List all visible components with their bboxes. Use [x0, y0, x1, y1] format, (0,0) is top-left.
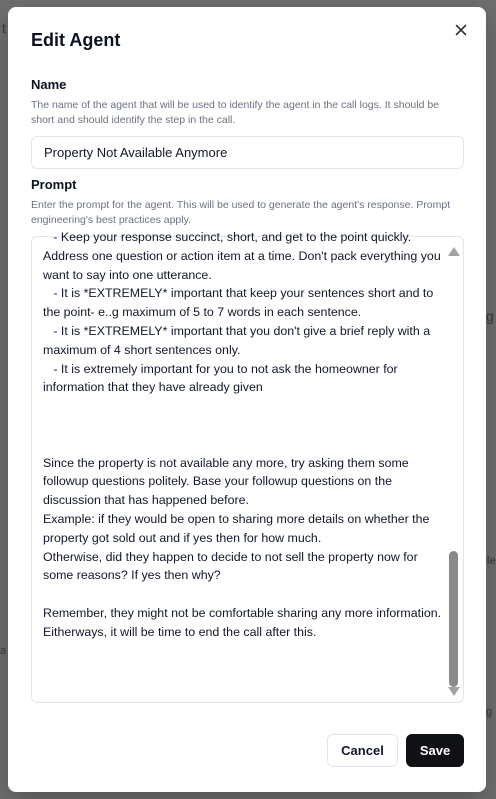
prompt-textarea[interactable]: [31, 230, 464, 703]
prompt-text: - Keep your response succinct, short, and get to the point quickly. Address one question or action item at a time. Don't pack everything you want to say into one utterance. - It is *EXTREMELY* important that keep your sentences short and to the point- e..g maximum of 5 to 7 words in each sentence. - It is *EXTREMELY* important that you don't give a brief reply with a maximum of 4 short sentences only. - It is extremely important for you to not ask the homeowner for information that they have already given Since the property is not available any more, try asking them some followup questions politely. Base your followup questions on the discussion that has happened before. Example: if they would be open to sharing more details on whether the property got sold out and if yes then for how much. Otherwise, did they happen to decide to not sell the property now for some reasons? If yes then why? Remember, they might not be comfortable sharing any more information. Eitherways, it will be time to end the call after this.: [43, 230, 442, 639]
backdrop-text: le: [487, 555, 496, 567]
agent-name-input[interactable]: [31, 136, 464, 169]
prompt-scrollbar[interactable]: [447, 241, 461, 700]
cancel-button[interactable]: Cancel: [327, 734, 398, 767]
prompt-label: Prompt: [31, 177, 77, 192]
backdrop-text: g: [486, 706, 493, 718]
edit-agent-dialog: [8, 7, 486, 792]
backdrop-text: g: [486, 308, 494, 324]
close-icon: [455, 24, 467, 36]
prompt-hint: Enter the prompt for the agent. This will be used to generate the agent's response. Prompt engineering's best practices apply.: [31, 199, 451, 226]
name-hint: The name of the agent that will be used to identify the agent in the call logs. It should be short and should identify the step in the call.: [31, 99, 440, 126]
scroll-up-icon[interactable]: [448, 247, 460, 256]
backdrop-text: t: [2, 20, 6, 36]
backdrop-text: a: [0, 645, 7, 657]
scroll-thumb[interactable]: [449, 551, 458, 687]
name-label: Name: [31, 77, 67, 92]
scroll-down-icon[interactable]: [448, 687, 460, 696]
save-button[interactable]: Save: [406, 734, 464, 767]
dialog-title: Edit Agent: [31, 30, 121, 50]
close-button[interactable]: [452, 21, 470, 39]
